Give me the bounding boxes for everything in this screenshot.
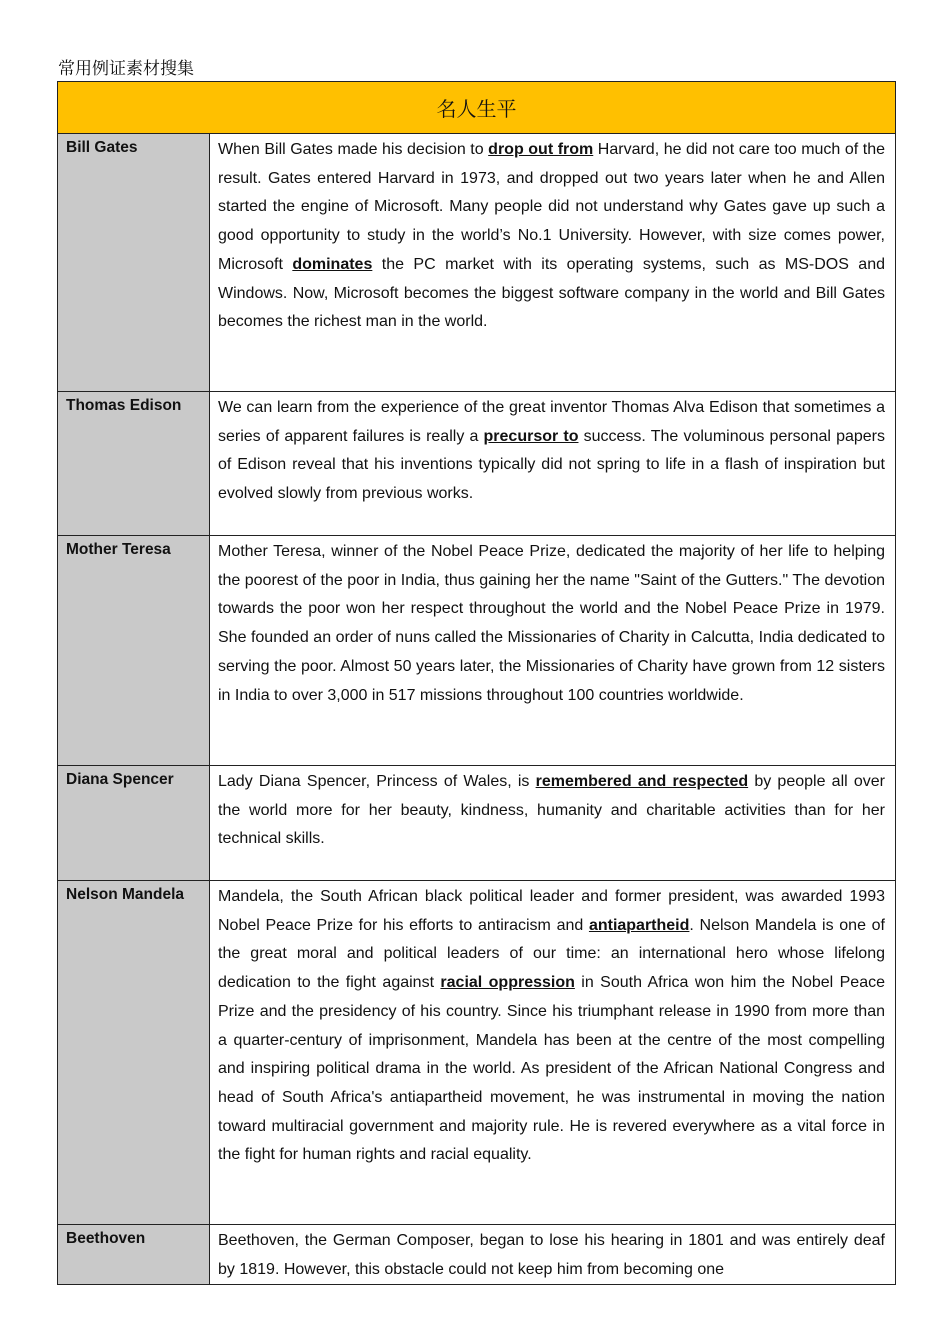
famous-people-table: [57, 81, 896, 1285]
person-name: Beethoven: [58, 1225, 210, 1285]
text-run: Lady Diana Spencer, Princess of Wales, is: [218, 773, 536, 790]
table-row: [58, 134, 896, 392]
description-paragraph: [218, 768, 885, 854]
description-paragraph: [218, 538, 885, 710]
key-phrase: remembered and respected: [535, 773, 749, 790]
description-paragraph: [218, 1227, 885, 1284]
text-run: Mandela, the South African black political leader and former president, was awarded 1993 Nobel Peace Prize for his efforts to antiracism and: [218, 888, 885, 934]
text-run: When Bill Gates made his decision to: [218, 141, 489, 158]
person-name: Bill Gates: [58, 134, 210, 392]
key-phrase: dominates: [292, 255, 373, 273]
key-phrase: drop out from: [488, 141, 594, 158]
document-header: 常用例证素材搜集: [58, 59, 194, 79]
key-phrase: precursor to: [483, 427, 579, 445]
key-phrase: antiapartheid: [588, 916, 690, 934]
text-run: . Nelson Mandela is one of the great moral and political leaders of our time: an international hero whose lifelong dedication to the fight against: [218, 916, 885, 992]
text-run: Mother Teresa, winner of the Nobel Peace Prize, dedicated the majority of her life to helping the poorest of the poor in India, thus gaining her the name "Saint of the Gutters." The devotion towards the poor won her respect throughout the world and the Nobel Peace Prize in 1979. She founded an order of nuns called the Missionaries of Charity in Calcutta, India dedicated to serving the poor. Almost 50 years later, the Missionaries of Charity have grown from 12 sisters in India to over 3,000 in 517 missions throughout 100 countries worldwide.: [218, 543, 885, 704]
table-row: [58, 392, 896, 536]
text-run: We can learn from the experience of the great inventor Thomas Alva Edison that sometimes a series of apparent failures is really a: [218, 399, 885, 445]
text-run: success. The voluminous personal papers of Edison reveal that his inventions typically did not spring to life in a flash of inspiration but evolved slowly from previous works.: [218, 427, 885, 503]
text-run: Beethoven, the German Composer, began to lose his hearing in 1801 and was entirely deaf by 1819. However, this obstacle could not keep him from becoming one: [218, 1232, 885, 1278]
person-name: Thomas Edison: [58, 392, 210, 536]
description-paragraph: [218, 883, 885, 1170]
table-row: [58, 536, 896, 766]
text-run: the PC market with its operating systems, such as MS-DOS and Windows. Now, Microsoft becomes the biggest software company in the world and Bill Gates becomes the richest man in the world.: [218, 255, 886, 331]
person-description: [210, 1225, 896, 1285]
text-run: in South Africa won him the Nobel Peace Prize and the presidency of his country. Since his triumphant release in 1990 from more than a quarter-century of imprisonment, Mandela has been at the centre of the most compelling and inspiring political drama in the world. As president of the African National Congress and head of South Africa's antiapartheid movement, he was instrumental in moving the nation toward multiracial government and majority rule. He is revered everywhere as a vital force in the fight for human rights and racial equality.: [218, 974, 886, 1164]
table-title-row: [58, 82, 896, 134]
description-paragraph: [218, 136, 885, 337]
table-row: [58, 1225, 896, 1285]
text-run: by people all over the world more for her beauty, kindness, humanity and charitable activities than for her technical skills.: [218, 773, 886, 848]
person-name: Nelson Mandela: [58, 881, 210, 1225]
text-run: Harvard, he did not care too much of the result. Gates entered Harvard in 1973, and dropped out two years later when he and Allen started the engine of Microsoft. Many people did not understand why Gates gave up such a good opportunity to study in the world’s No.1 University. However, with size comes power, Microsoft: [218, 141, 885, 273]
description-paragraph: [218, 394, 885, 509]
table-row: [58, 766, 896, 881]
person-description: [210, 134, 896, 392]
person-description: [210, 766, 896, 881]
person-description: [210, 536, 896, 766]
person-description: [210, 392, 896, 536]
person-name: Mother Teresa: [58, 536, 210, 766]
section-title: 名人生平: [58, 82, 896, 134]
person-description: [210, 881, 896, 1225]
key-phrase: racial oppression: [440, 974, 575, 992]
table-row: [58, 881, 896, 1225]
person-name: Diana Spencer: [58, 766, 210, 881]
